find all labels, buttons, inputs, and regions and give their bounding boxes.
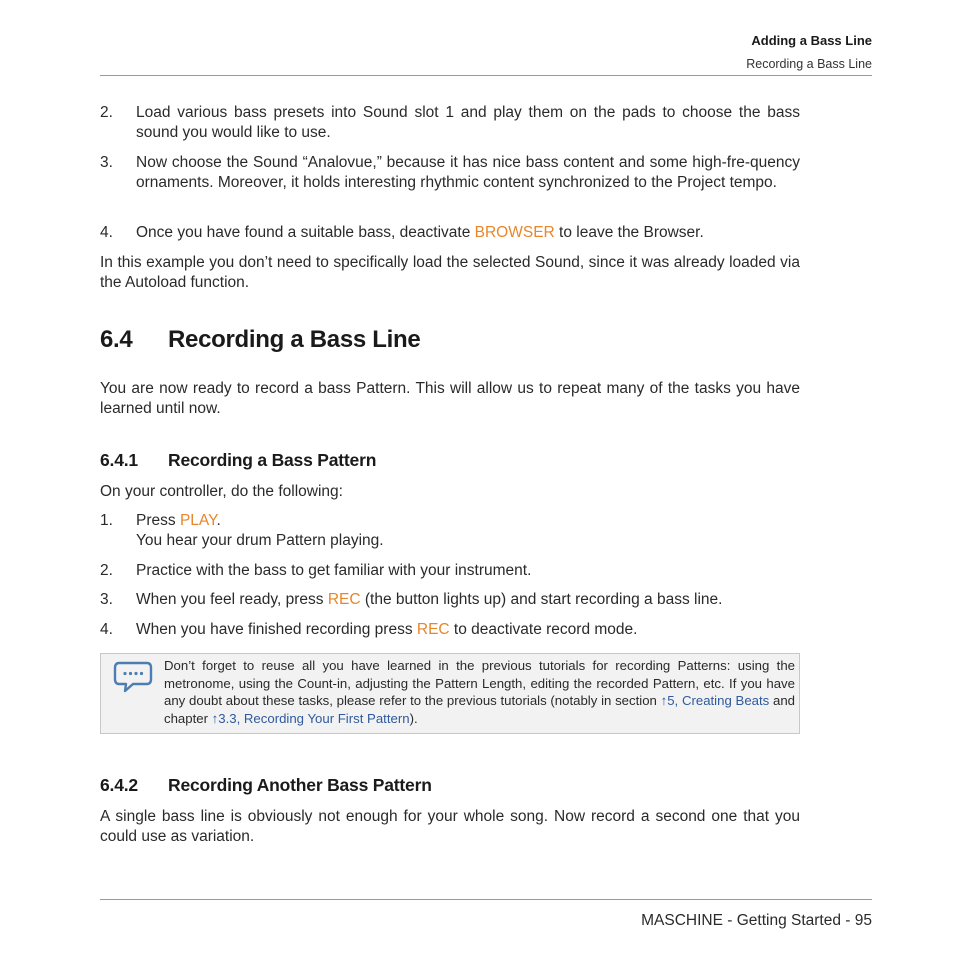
note-box xyxy=(100,653,800,734)
play-button-label: PLAY xyxy=(179,512,217,529)
list-item xyxy=(100,153,800,193)
list-item xyxy=(100,103,800,143)
section-title: Recording a Bass Line xyxy=(168,326,421,353)
text-span: Press xyxy=(136,512,180,529)
text-span: to deactivate record mode. xyxy=(449,621,638,638)
browser-button-label: BROWSER xyxy=(474,224,555,241)
subsection-number: 6.4.1 xyxy=(100,450,138,470)
subsection-heading xyxy=(100,450,376,470)
section-paragraph: You are now ready to record a bass Pattern. This will allow us to repeat many of the tasks you have learned until now. xyxy=(100,380,800,417)
list-item xyxy=(100,511,800,551)
subsection-heading xyxy=(100,775,432,795)
list-text: Now choose the Sound “Analovue,” because it has nice bass content and some high-fre-quency ornaments. Moreover, it holds interesting rhythmic content synchronized to the Project tempo. xyxy=(136,154,800,191)
list-number: 4. xyxy=(100,224,113,241)
text-span: (the button lights up) and start recording a bass line. xyxy=(360,591,723,608)
header-rule xyxy=(100,75,872,76)
text-span: Don’t forget to reuse all you have learned in the previous tutorials for recording Patterns: using the metronome, using the Count-in, adjusting the Pattern Length, editing the recorded Pattern, etc. If you have any doubt about these tasks, please refer to the previous tutorials (notably in section xyxy=(164,658,795,709)
text-span: and chapter xyxy=(164,693,795,726)
list-number: 3. xyxy=(100,591,113,608)
subsection-title: Recording a Bass Pattern xyxy=(168,450,377,470)
text-span: When you have finished recording press xyxy=(136,621,417,638)
list-text: Practice with the bass to get familiar with your instrument. xyxy=(136,562,532,579)
page-footer: MASCHINE - Getting Started - 95 xyxy=(641,912,872,929)
section-heading xyxy=(100,326,421,353)
text-span: ). xyxy=(409,710,418,726)
running-header-chapter: Adding a Bass Line xyxy=(751,33,872,48)
list-number: 3. xyxy=(100,154,113,171)
text-span: . xyxy=(216,512,221,529)
text-span: You hear your drum Pattern playing. xyxy=(136,532,384,549)
list-number: 2. xyxy=(100,562,113,579)
footer-rule xyxy=(100,899,872,900)
list-number: 2. xyxy=(100,104,113,121)
text-span: When you feel ready, press xyxy=(136,591,328,608)
list-item xyxy=(100,561,800,581)
link-recording-first-pattern[interactable]: ↑3.3, Recording Your First Pattern xyxy=(211,710,410,726)
list-text xyxy=(136,511,800,551)
rec-button-label: REC xyxy=(416,621,450,638)
list-text xyxy=(136,223,800,243)
list-item xyxy=(100,620,800,640)
subsection-number: 6.4.2 xyxy=(100,775,138,795)
speech-bubble-icon xyxy=(113,660,153,694)
subsection-title: Recording Another Bass Pattern xyxy=(168,775,432,795)
text-span: Once you have found a suitable bass, deactivate xyxy=(136,224,475,241)
list-number: 4. xyxy=(100,621,113,638)
list-item xyxy=(100,223,800,243)
list-number: 1. xyxy=(100,512,113,529)
intro-paragraph: In this example you don’t need to specifically load the selected Sound, since it was already loaded via the Autoload function. xyxy=(100,254,800,291)
section-number: 6.4 xyxy=(100,326,133,353)
list-text xyxy=(136,590,800,610)
lead-paragraph: On your controller, do the following: xyxy=(100,483,343,500)
subsection-paragraph: A single bass line is obviously not enough for your whole song. Now record a second one that you could use as variation. xyxy=(100,808,800,845)
link-creating-beats[interactable]: ↑5, Creating Beats xyxy=(660,693,770,709)
list-item xyxy=(100,590,800,610)
rec-button-label: REC xyxy=(327,591,361,608)
list-text: Load various bass presets into Sound slot 1 and play them on the pads to choose the bass sound you would like to use. xyxy=(136,104,800,141)
list-text xyxy=(136,620,800,640)
note-text xyxy=(164,657,795,727)
text-span: to leave the Browser. xyxy=(554,224,704,241)
running-header-section: Recording a Bass Line xyxy=(746,57,872,71)
